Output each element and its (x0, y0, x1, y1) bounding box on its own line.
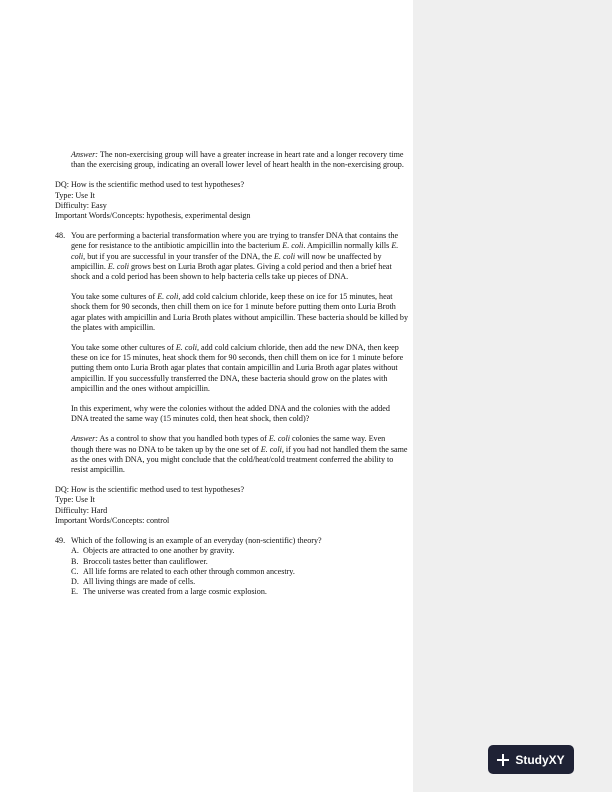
option-letter: C. (71, 566, 79, 576)
comment-margin-panel (413, 0, 612, 792)
option-letter: D. (71, 576, 79, 586)
type-line: Type: Use It (55, 495, 95, 505)
option-d (55, 577, 408, 587)
option-c (55, 567, 408, 577)
previous-answer (55, 150, 408, 170)
text-run: colonies the same way. Even though there was no DNA to be taken up by the one set of (71, 434, 386, 454)
text-run: , if you had not handled them the same as the ones with DNA, you might conclude that the cold/heat/cold treatment conferred the ability to resist ampicillin. (71, 444, 408, 475)
text-run: You take some cultures of (71, 292, 158, 302)
dq-line: DQ: How is the scientific method used to test hypotheses? (55, 180, 245, 190)
option-letter: B. (71, 556, 79, 566)
text-run: , add cold calcium chloride, keep these on ice for 15 minutes, heat shock them for 90 seconds, then chill them on ice for 1 minute before putting them onto Luria Broth agar plates with ampicillin and Luria Broth plates without ampicillin. These bacteria should be killed by the plates with ampicillin. (71, 292, 409, 332)
option-b (55, 557, 408, 567)
italic-run: E. coli (175, 343, 197, 353)
text-run: grows best on Luria Broth agar plates. Giving a cold period and then a brief heat shock and a cold period has been shown to help bacteria cells take up pieces of DNA. (71, 261, 392, 282)
italic-run: E. coli (157, 292, 179, 302)
option-text: The universe was created from a large cosmic explosion. (83, 587, 267, 597)
q48-paragraph-2 (71, 292, 408, 333)
option-text: Broccoli tastes better than cauliflower. (83, 556, 208, 566)
option-text: All life forms are related to each other through common ancestry. (83, 566, 295, 576)
answer-label: Answer: (71, 150, 98, 159)
concepts-line: Important Words/Concepts: hypothesis, experimental design (55, 211, 251, 221)
italic-run: E. coli (273, 251, 296, 261)
text-run: will now be unaffected by ampicillin. (71, 251, 382, 271)
concepts-line: Important Words/Concepts: control (55, 515, 170, 525)
text-run: As a control to show that you handled both types of (97, 434, 269, 444)
answer-options (55, 546, 408, 597)
document-content (55, 150, 408, 597)
italic-run: E. coli (282, 241, 304, 251)
option-text: Objects are attracted to one another by gravity. (83, 546, 235, 556)
plus-icon (497, 754, 509, 766)
question-number: 49. (55, 536, 66, 546)
option-a (55, 546, 408, 556)
text-run: In this experiment, why were the colonies without the added DNA and the colonies with the added DNA treated the same way (15 minutes cold, then heat shock, then cold)? (71, 404, 390, 424)
italic-run: E. coli (268, 434, 290, 444)
question-48 (55, 231, 408, 475)
difficulty-line: Difficulty: Hard (55, 505, 108, 515)
q48-paragraph-3 (71, 343, 408, 394)
type-line: Type: Use It (55, 190, 95, 200)
option-letter: E. (71, 587, 78, 597)
question-metadata-2 (55, 485, 408, 526)
question-metadata-1 (55, 180, 408, 221)
brand-name: StudyXY (515, 752, 565, 767)
text-run: , but if you are successful in your transfer of the DNA, the (83, 251, 274, 261)
italic-run: E. coli (71, 241, 399, 261)
q49-question-text: Which of the following is an example of an everyday (non-scientific) theory? (71, 536, 322, 546)
option-letter: A. (71, 546, 79, 556)
text-run: . Ampicillin normally kills (303, 241, 392, 251)
question-number: 48. (55, 231, 66, 241)
italic-run: E. coli (107, 261, 130, 271)
option-e (55, 587, 408, 597)
text-run: , add cold calcium chloride, then add the new DNA, then keep these on ice for 15 minutes, heat shock them for 90 seconds, then chill them on ice for 1 minute before putting them onto Luria Broth agar plates that contain ampicillin and Luria Broth agar plates without ampicillin. If you successfully transferred the DNA, these bacteria should grow on the plates with ampicillin and the ones without ampicillin. (71, 343, 404, 393)
option-text: All living things are made of cells. (83, 576, 196, 586)
italic-run: E. coli (260, 444, 282, 454)
q48-answer (71, 434, 408, 475)
q48-paragraph-1 (71, 231, 408, 282)
text-run: You take some other cultures of (71, 343, 176, 353)
answer-text: The non-exercising group will have a greater increase in heart rate and a longer recovery time than the exercising group, indicating an overall lower level of heart health in the non-exercising group. (71, 150, 404, 170)
difficulty-line: Difficulty: Easy (55, 200, 107, 210)
dq-line: DQ: How is the scientific method used to test hypotheses? (55, 485, 245, 495)
text-run: You are performing a bacterial transformation where you are trying to transfer DNA that contains the gene for resistance to the antibiotic ampicillin into the bacterium (71, 231, 399, 251)
studyxy-logo-badge[interactable] (488, 745, 574, 774)
q48-question-text (71, 404, 408, 424)
italic-run: Answer: (71, 434, 98, 444)
question-49 (55, 536, 408, 546)
